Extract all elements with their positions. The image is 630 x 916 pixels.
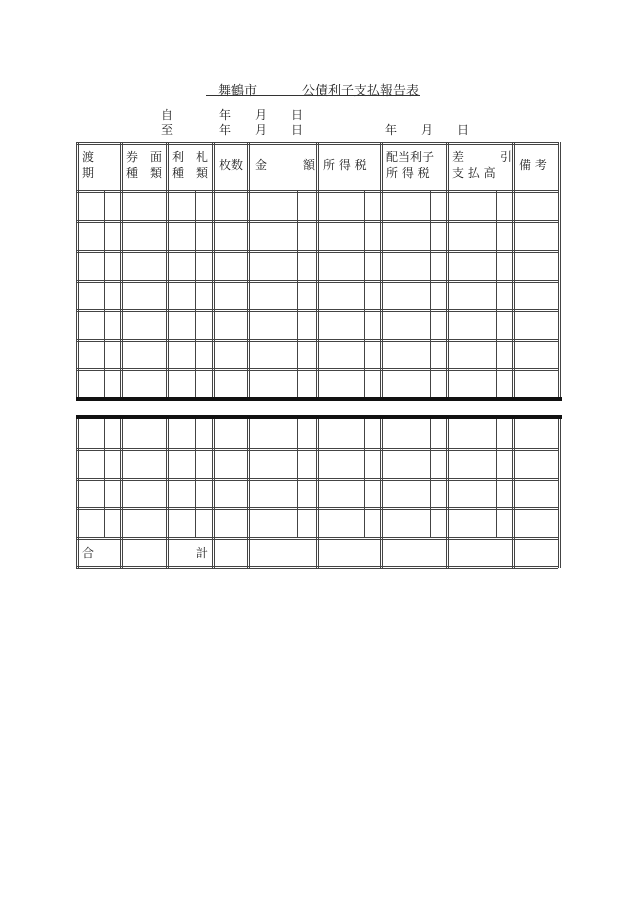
grid-hline: [76, 144, 558, 145]
header-income-tax-label: 所 得 税: [323, 158, 367, 172]
grid-vline: [249, 419, 250, 568]
grid-vline: [104, 419, 105, 537]
header-dividend-interest-tax-line2: 所 得 税: [386, 166, 430, 180]
period-to-year: 年: [219, 123, 232, 137]
separator-band: [76, 415, 562, 419]
grid-vline: [380, 419, 381, 568]
grid-hline: [76, 250, 558, 251]
header-income-tax: [323, 146, 379, 184]
grid-vline: [120, 142, 121, 397]
grid-hline: [76, 478, 558, 479]
grid-vline: [558, 142, 559, 397]
header-bond-face-type-line1: 券 面: [126, 150, 163, 164]
header-dividend-interest-tax-line1: 配当利子: [386, 150, 435, 164]
period-to-month: 月: [255, 123, 268, 137]
grid-vline: [297, 190, 298, 397]
grid-vline: [249, 142, 250, 397]
grid-vline: [214, 142, 215, 397]
title-underline: [206, 95, 420, 96]
report-year: 年: [385, 123, 398, 137]
grid-hline: [76, 509, 558, 510]
grid-vline: [496, 419, 497, 537]
grid-vline: [430, 190, 431, 397]
header-net-payment-line1: 差 引: [452, 150, 513, 164]
grid-vline: [168, 419, 169, 568]
grid-vline: [122, 419, 123, 568]
period-from-day: 日: [291, 108, 304, 122]
grid-vline: [122, 142, 123, 397]
grid-vline: [104, 190, 105, 397]
grid-vline: [318, 142, 319, 397]
grid-vline: [297, 419, 298, 537]
grid-vline: [512, 142, 513, 397]
grid-vline: [382, 419, 383, 568]
grid-vline: [380, 142, 381, 397]
grid-vline: [318, 419, 319, 568]
header-bond-face-type: [126, 146, 166, 184]
grid-hline: [76, 539, 558, 540]
grid-hline: [76, 339, 558, 340]
grid-hline: [76, 507, 558, 508]
grid-vline: [382, 142, 383, 397]
header-count-label: 枚数: [219, 158, 244, 172]
header-remarks: [519, 146, 555, 184]
grid-vline: [166, 419, 167, 568]
grid-vline: [446, 419, 447, 568]
header-amount: [255, 146, 321, 184]
grid-hline: [76, 190, 558, 191]
grid-vline: [430, 419, 431, 537]
period-from-month: 月: [255, 108, 268, 122]
grid-vline: [76, 419, 77, 568]
grid-vline: [560, 142, 561, 397]
grid-vline: [214, 419, 215, 568]
city-name: 舞鶴市: [218, 84, 258, 99]
grid-vline: [78, 419, 79, 568]
grid-vline: [76, 142, 77, 397]
grid-vline: [364, 419, 365, 537]
grid-vline: [247, 419, 248, 568]
grid-vline: [212, 419, 213, 568]
grid-vline: [247, 142, 248, 397]
grid-hline: [76, 142, 558, 143]
grid-hline: [76, 222, 558, 223]
grid-hline: [76, 537, 558, 538]
header-delivery-period: [82, 146, 116, 184]
grid-vline: [514, 419, 515, 568]
grid-hline: [76, 566, 558, 567]
header-delivery-period-label: 渡 期: [82, 150, 107, 180]
grid-vline: [514, 142, 515, 397]
grid-vline: [448, 419, 449, 568]
grid-hline: [76, 192, 558, 193]
total-row-label: [82, 544, 208, 561]
grid-hline: [76, 341, 558, 342]
period-from-label: 自: [161, 108, 174, 122]
total-right-char: 計: [195, 546, 208, 560]
report-day: 日: [457, 123, 470, 137]
grid-vline: [166, 142, 167, 397]
header-count: [219, 146, 249, 184]
grid-hline: [76, 448, 558, 449]
grid-hline: [76, 370, 558, 371]
header-net-payment-line2: 支 払 高: [452, 166, 496, 180]
period-from-year: 年: [219, 108, 232, 122]
grid-vline: [560, 419, 561, 568]
header-remarks-label: 備 考: [519, 158, 547, 172]
report-month: 月: [421, 123, 434, 137]
grid-hline: [76, 311, 558, 312]
grid-vline: [212, 142, 213, 397]
grid-hline: [76, 220, 558, 221]
grid-vline: [496, 190, 497, 397]
grid-vline: [195, 419, 196, 537]
payment-report-table: [76, 142, 558, 568]
grid-hline: [76, 368, 558, 369]
page-title: 公債利子支払報告表: [302, 84, 420, 99]
header-net-payment: [452, 146, 512, 184]
grid-hline: [76, 309, 558, 310]
grid-vline: [558, 419, 559, 568]
grid-vline: [316, 142, 317, 397]
grid-hline: [76, 480, 558, 481]
grid-vline: [168, 142, 169, 397]
period-to-day: 日: [291, 123, 304, 137]
grid-vline: [446, 142, 447, 397]
header-interest-note-type-line2: 種 類: [172, 166, 209, 180]
grid-vline: [512, 419, 513, 568]
grid-vline: [120, 419, 121, 568]
grid-hline: [76, 252, 558, 253]
grid-vline: [316, 419, 317, 568]
grid-hline: [76, 450, 558, 451]
header-interest-note-type: [172, 146, 212, 184]
grid-hline: [76, 568, 558, 569]
grid-hline: [76, 280, 558, 281]
period-to-label: 至: [161, 123, 174, 137]
header-bond-face-type-line2: 種 類: [126, 166, 163, 180]
header-interest-note-type-line1: 利 札: [172, 150, 209, 164]
total-left-char: 合: [82, 546, 95, 560]
grid-vline: [364, 190, 365, 397]
grid-vline: [448, 142, 449, 397]
grid-hline: [76, 282, 558, 283]
grid-vline: [78, 142, 79, 397]
header-amount-label: 金 額: [255, 158, 316, 172]
separator-band: [76, 397, 562, 401]
grid-vline: [195, 190, 196, 397]
header-dividend-interest-tax: [386, 146, 446, 184]
